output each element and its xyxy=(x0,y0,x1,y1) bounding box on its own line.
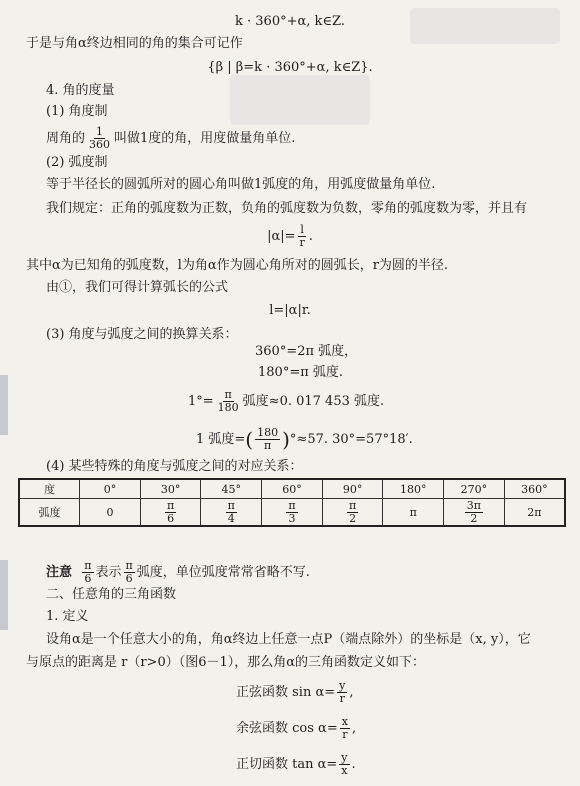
table-cell: 360° xyxy=(504,479,565,499)
table-cell: 270° xyxy=(444,479,505,499)
bleed-through-mark xyxy=(230,75,370,125)
formula-line: 360°=2π 弧度， xyxy=(255,344,358,359)
text-line: 其中α为已知角的弧度数，l为角α作为圆心角所对的圆弧长，r为圆的半径. xyxy=(26,258,449,273)
table-row xyxy=(19,499,565,527)
fraction: $\frac{l}{r}$ xyxy=(299,223,305,249)
page-edge-shadow xyxy=(0,560,8,630)
formula-line: l=|α|r. xyxy=(269,303,311,318)
subsection-heading: (1) 角度制 xyxy=(46,104,108,119)
formula-line: {β | β=k · 360°+α, k∈Z}. xyxy=(207,60,373,75)
text-line: 周角的 $\frac{1}{360}$ 叫做1度的角，用度做量角单位. xyxy=(46,125,296,151)
formula-line: 正切函数 tan α= $\frac{y}{x}$ . xyxy=(236,751,356,777)
text-line: 与原点的距离是 r（r>0）（图6－1），那么角α的三角函数定义如下： xyxy=(26,655,426,670)
table-cell: 180° xyxy=(383,479,444,499)
table-cell: 45° xyxy=(201,479,262,499)
formula-line: k · 360°+α, k∈Z. xyxy=(235,14,345,29)
formula-line: |α|= $\frac{l}{r}$ . xyxy=(267,223,313,249)
table-cell: 30° xyxy=(140,479,201,499)
subsection-heading: (4) 某些特殊的角度与弧度之间的对应关系： xyxy=(46,459,303,474)
fraction: $\frac{1}{360}$ xyxy=(89,125,111,151)
subsection-heading: (2) 弧度制 xyxy=(46,155,108,170)
section-heading: 4. 角的度量 xyxy=(46,83,115,98)
table-cell: $\frac{3\pi}{2}$ xyxy=(444,499,505,527)
table-row-label: 度 xyxy=(19,479,80,499)
text-line: 由①，我们可得计算弧长的公式 xyxy=(46,280,229,295)
text-line: 我们规定：正角的弧度数为正数，负角的弧度数为负数，零角的弧度数为零，并且有 xyxy=(46,201,528,216)
section-heading: 二、任意角的三角函数 xyxy=(46,587,177,602)
formula-line: 余弦函数 cos α= $\frac{x}{r}$ , xyxy=(236,715,357,741)
formula-line: 正弦函数 sin α= $\frac{y}{r}$ , xyxy=(236,679,354,705)
table-cell: 90° xyxy=(322,479,383,499)
table-cell: 2π xyxy=(504,499,565,527)
subsection-heading: (3) 角度与弧度之间的换算关系： xyxy=(46,327,238,342)
formula-line: 1°= $\frac{\pi}{180}$ 弧度≈0. 017 453 弧度. xyxy=(188,388,385,414)
fraction: $\frac{180}{\pi}$ xyxy=(257,426,279,452)
table-cell: 0 xyxy=(80,499,141,527)
subsection-heading: 1. 定义 xyxy=(46,609,89,624)
angle-radian-table xyxy=(18,478,566,527)
note-line: 注意 $\frac{\pi}{6}$ 表示 $\frac{\pi}{6}$ 弧度，单位弧度常常省略不写. xyxy=(46,559,310,585)
table-cell: $\frac{\pi}{6}$ xyxy=(140,499,201,527)
page-edge-shadow xyxy=(0,375,8,435)
table-row xyxy=(19,479,565,499)
table-cell: $\frac{\pi}{4}$ xyxy=(201,499,262,527)
table-cell: π xyxy=(383,499,444,527)
table-cell: 60° xyxy=(262,479,323,499)
table-row-label: 弧度 xyxy=(19,499,80,527)
table-cell: 0° xyxy=(80,479,141,499)
table-cell: $\frac{\pi}{3}$ xyxy=(262,499,323,527)
table-cell: $\frac{\pi}{2}$ xyxy=(322,499,383,527)
formula-line: 1 弧度=( $\frac{180}{\pi}$ )°≈57. 30°=57°18′. xyxy=(196,426,413,452)
fraction: $\frac{\pi}{180}$ xyxy=(217,388,239,414)
formula-line: 180°=π 弧度. xyxy=(258,365,344,380)
text-line: 等于半径长的圆弧所对的圆心角叫做1弧度的角，用弧度做量角单位. xyxy=(46,177,436,192)
text-line: 设角α是一个任意大小的角，角α终边上任意一点P（端点除外）的坐标是（x, y），它 xyxy=(46,632,531,647)
text-line: 于是与角α终边相同的角的集合可记作 xyxy=(26,36,243,51)
